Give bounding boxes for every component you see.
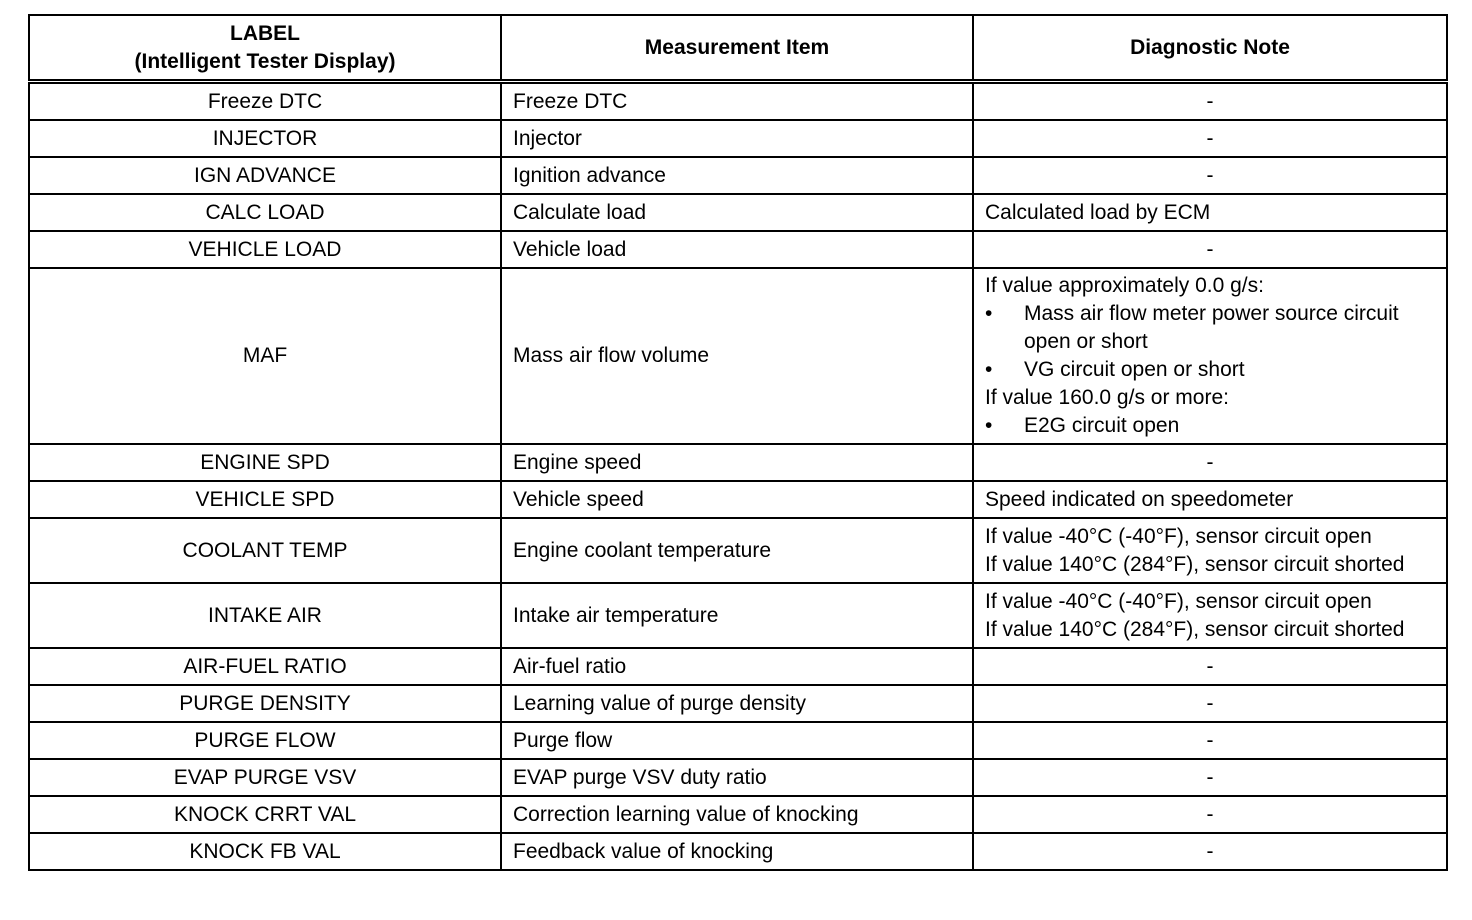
note-line: If value 140°C (284°F), sensor circuit shorted bbox=[985, 552, 1405, 576]
row-note: - bbox=[973, 157, 1447, 194]
row-measurement: Vehicle speed bbox=[501, 481, 973, 518]
table-row bbox=[29, 583, 1447, 648]
table-row bbox=[29, 648, 1447, 685]
row-label: VEHICLE LOAD bbox=[29, 231, 501, 268]
row-measurement: EVAP purge VSV duty ratio bbox=[501, 759, 973, 796]
row-label: COOLANT TEMP bbox=[29, 518, 501, 583]
row-measurement: Engine speed bbox=[501, 444, 973, 481]
row-measurement: Learning value of purge density bbox=[501, 685, 973, 722]
note-line: If value 160.0 g/s or more: bbox=[985, 386, 1229, 409]
table-row bbox=[29, 796, 1447, 833]
row-note: - bbox=[973, 231, 1447, 268]
row-label: KNOCK CRRT VAL bbox=[29, 796, 501, 833]
note-line: If value -40°C (-40°F), sensor circuit open bbox=[985, 589, 1372, 613]
row-measurement: Purge flow bbox=[501, 722, 973, 759]
table-row bbox=[29, 120, 1447, 157]
row-label: EVAP PURGE VSV bbox=[29, 759, 501, 796]
note-line: If value 140°C (284°F), sensor circuit shorted bbox=[985, 617, 1405, 641]
row-label: CALC LOAD bbox=[29, 194, 501, 231]
row-note bbox=[973, 268, 1447, 444]
diagnostic-data-table bbox=[28, 14, 1448, 871]
note-bullet: • VG circuit open or short bbox=[985, 356, 1435, 384]
row-label: INJECTOR bbox=[29, 120, 501, 157]
row-label: ENGINE SPD bbox=[29, 444, 501, 481]
row-label: PURGE FLOW bbox=[29, 722, 501, 759]
bullet-icon: • bbox=[985, 302, 993, 325]
row-measurement: Calculate load bbox=[501, 194, 973, 231]
bullet-icon: • bbox=[985, 414, 993, 437]
row-label: AIR-FUEL RATIO bbox=[29, 648, 501, 685]
row-measurement: Mass air flow volume bbox=[501, 268, 973, 444]
row-measurement: Vehicle load bbox=[501, 231, 973, 268]
table-row bbox=[29, 833, 1447, 870]
row-note: - bbox=[973, 648, 1447, 685]
row-note: - bbox=[973, 796, 1447, 833]
note-bullet: • Mass air flow meter power source circuit open or short bbox=[985, 302, 1399, 353]
row-measurement: Intake air temperature bbox=[501, 583, 973, 648]
bullet-icon: • bbox=[985, 358, 993, 381]
row-label: IGN ADVANCE bbox=[29, 157, 501, 194]
row-measurement: Injector bbox=[501, 120, 973, 157]
row-note: - bbox=[973, 444, 1447, 481]
row-measurement: Engine coolant temperature bbox=[501, 518, 973, 583]
note-column-header: Diagnostic Note bbox=[973, 15, 1447, 82]
note-bullet: • E2G circuit open bbox=[985, 412, 1435, 440]
row-note: - bbox=[973, 120, 1447, 157]
row-label: KNOCK FB VAL bbox=[29, 833, 501, 870]
table-row bbox=[29, 231, 1447, 268]
table-row bbox=[29, 518, 1447, 583]
note-line: If value -40°C (-40°F), sensor circuit open bbox=[985, 524, 1372, 548]
measurement-column-header: Measurement Item bbox=[501, 15, 973, 82]
table-row bbox=[29, 759, 1447, 796]
row-label: INTAKE AIR bbox=[29, 583, 501, 648]
label-column-header: LABEL (Intelligent Tester Display) bbox=[29, 15, 501, 82]
row-note: Speed indicated on speedometer bbox=[973, 481, 1447, 518]
row-measurement: Air-fuel ratio bbox=[501, 648, 973, 685]
header-row bbox=[29, 15, 1447, 82]
table-row bbox=[29, 481, 1447, 518]
table-row bbox=[29, 268, 1447, 444]
row-note: - bbox=[973, 685, 1447, 722]
table-row bbox=[29, 444, 1447, 481]
row-note: - bbox=[973, 82, 1447, 121]
row-measurement: Feedback value of knocking bbox=[501, 833, 973, 870]
row-note bbox=[973, 583, 1447, 648]
table-row bbox=[29, 194, 1447, 231]
row-measurement: Freeze DTC bbox=[501, 82, 973, 121]
table-row bbox=[29, 722, 1447, 759]
table-row bbox=[29, 82, 1447, 121]
row-label: MAF bbox=[29, 268, 501, 444]
table-header bbox=[29, 15, 1447, 82]
row-label: PURGE DENSITY bbox=[29, 685, 501, 722]
table-row bbox=[29, 685, 1447, 722]
row-label: VEHICLE SPD bbox=[29, 481, 501, 518]
row-measurement: Correction learning value of knocking bbox=[501, 796, 973, 833]
row-note: - bbox=[973, 833, 1447, 870]
row-note bbox=[973, 518, 1447, 583]
row-note: Calculated load by ECM bbox=[973, 194, 1447, 231]
row-note: - bbox=[973, 722, 1447, 759]
table-row bbox=[29, 157, 1447, 194]
row-label: Freeze DTC bbox=[29, 82, 501, 121]
row-measurement: Ignition advance bbox=[501, 157, 973, 194]
row-note: - bbox=[973, 759, 1447, 796]
note-line: If value approximately 0.0 g/s: bbox=[985, 274, 1264, 297]
